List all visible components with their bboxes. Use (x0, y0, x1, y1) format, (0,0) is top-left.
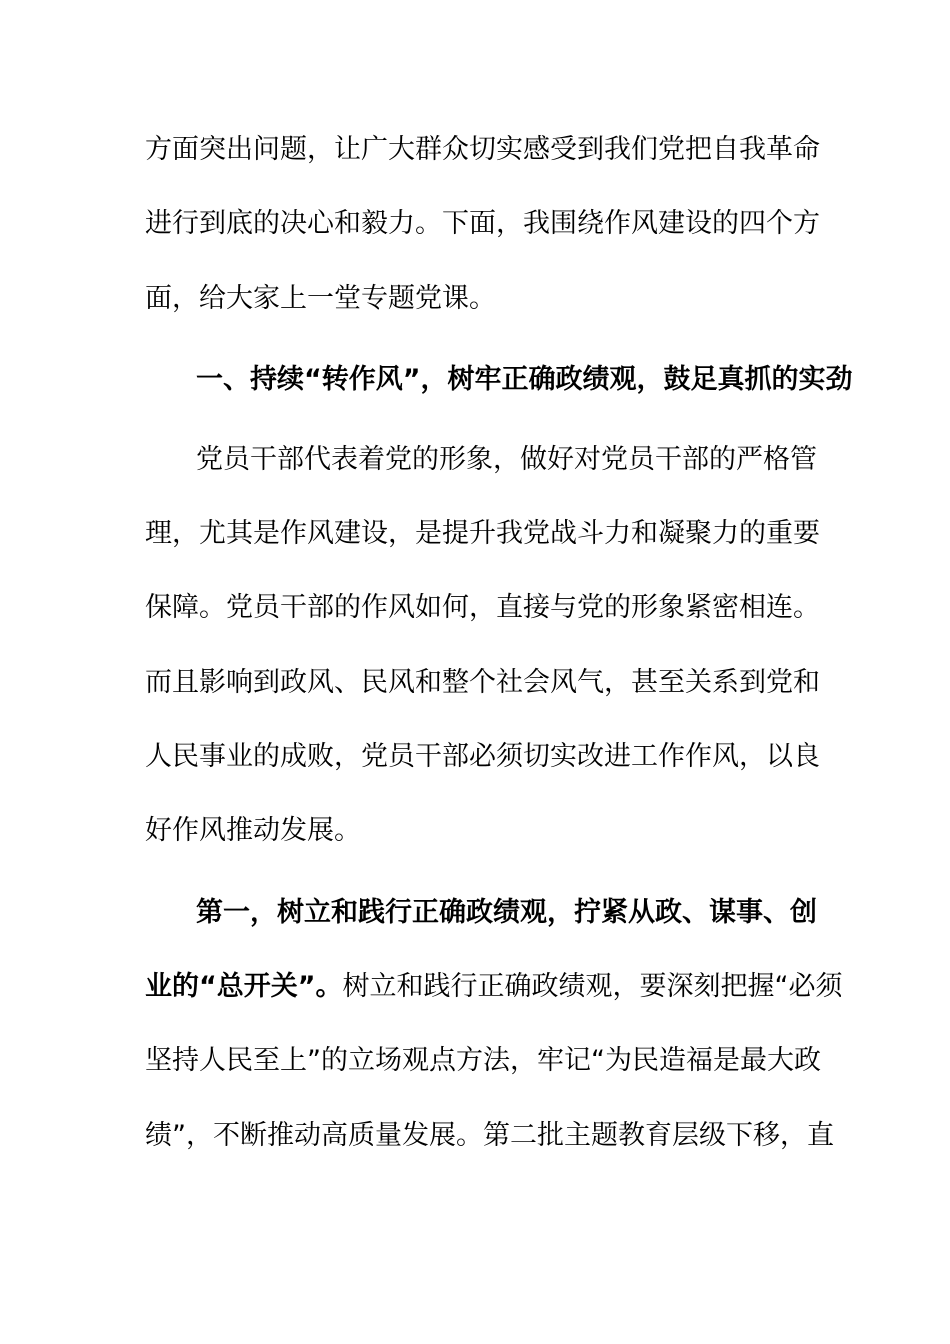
paragraph-line: 坚持人民至上”的立场观点方法，牢记“为民造福是最大政 (145, 1045, 821, 1076)
paragraph-line: 党员干部代表着党的形象，做好对党员干部的严格管 (196, 444, 817, 475)
paragraph-line: 进行到底的决心和毅力。下面，我围绕作风建设的四个方 (145, 208, 820, 239)
paragraph-line: 而且影响到政风、民风和整个社会风气，甚至关系到党和 (145, 667, 820, 698)
paragraph-line: 理，尤其是作风建设，是提升我党战斗力和凝聚力的重要 (145, 518, 820, 549)
paragraph-line: 方面突出问题，让广大群众切实感受到我们党把自我革命 (145, 134, 820, 165)
paragraph-line: 面，给大家上一堂专题党课。 (145, 283, 496, 314)
paragraph-line: 保障。党员干部的作风如何，直接与党的形象紧密相连。 (145, 592, 820, 623)
subsection-heading-tail: 业的“总开关”。 (145, 971, 343, 1002)
subsection-heading: 第一，树立和践行正确政绩观，拧紧从政、谋事、创 (196, 897, 817, 928)
paragraph-line-mixed (145, 967, 843, 1007)
section-heading: 一、持续“转作风”，树牢正确政绩观，鼓足真抓的实劲 (196, 364, 853, 395)
paragraph-line: 好作风推动发展。 (145, 815, 361, 846)
paragraph-text: 树立和践行正确政绩观，要深刻把握“必须 (342, 971, 843, 1002)
paragraph-line: 绩”，不断推动高质量发展。第二批主题教育层级下移，直 (145, 1120, 834, 1151)
paragraph-line: 人民事业的成败，党员干部必须切实改进工作作风，以良 (145, 741, 820, 772)
